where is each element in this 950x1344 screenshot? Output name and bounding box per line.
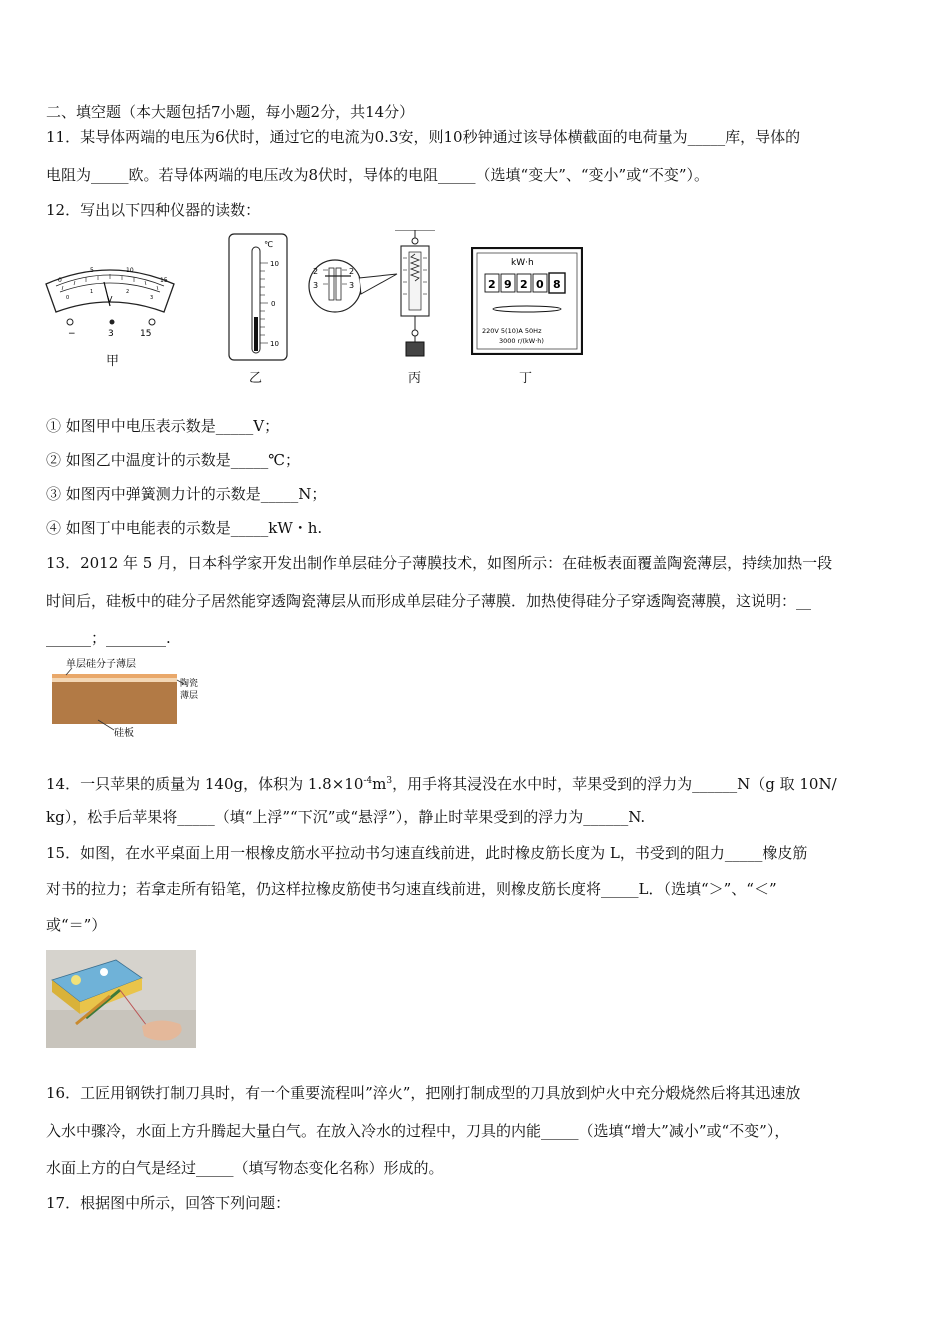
thermometer-tick-10-bottom: 10 bbox=[270, 340, 279, 348]
q17-line-1: 17．根据图中所示，回答下列问题： bbox=[46, 1194, 291, 1212]
q14-line-2: kg），松手后苹果将_____（填“上浮”“下沉”或“悬浮”），静止时苹果受到的浮力为______N. bbox=[46, 808, 646, 826]
thermometer-tick-0: 0 bbox=[271, 300, 276, 308]
energy-meter-digit-3: 2 bbox=[520, 278, 528, 291]
spring-zoom-tick-2-left: 2 bbox=[313, 267, 319, 276]
q11-line-2: 电阻为_____欧。若导体两端的电压改为8伏时，导体的电阻_____（选填“变大”、“变小”或“不变”）。 bbox=[46, 166, 710, 184]
q14-exponent: -4 bbox=[363, 776, 373, 786]
q16-line-3: 水面上方的白气是经过_____（填写物态变化名称）形成的。 bbox=[46, 1159, 444, 1177]
thermometer-figure bbox=[228, 233, 288, 361]
q15-line-1: 15．如图，在水平桌面上用一根橡皮筋水平拉动书匀速直线前进，此时橡皮筋长度为 L，书受到的阻力_____橡皮筋 bbox=[46, 844, 808, 862]
voltmeter-tick-15: 15 bbox=[160, 277, 168, 284]
energy-meter-spec: 220V 5(10)A 50Hz bbox=[482, 327, 542, 335]
q13-line-2: 时间后，硅板中的硅分子居然能穿透陶瓷薄层从而形成单层硅分子薄膜．加热使得硅分子穿透陶瓷薄膜，这说明：__ bbox=[46, 592, 812, 610]
voltmeter-terminal-3: 3 bbox=[108, 329, 114, 339]
thermometer-unit: ℃ bbox=[264, 240, 273, 249]
voltmeter-tick-10: 10 bbox=[126, 267, 134, 274]
energy-meter-digit-2: 9 bbox=[504, 278, 512, 291]
voltmeter-zero-outer: 0 bbox=[58, 277, 62, 284]
q13-line-1: 13．2012 年 5 月，日本科学家开发出制作单层硅分子薄膜技术，如图所示：在硅板表面覆盖陶瓷薄层，持续加热一段 bbox=[46, 554, 833, 572]
silicon-film-layer bbox=[52, 674, 177, 678]
thermometer-mercury bbox=[254, 317, 258, 351]
q12-item-2: ② 如图乙中温度计的示数是_____℃； bbox=[46, 451, 301, 469]
silicon-film-side-label-2: 薄层 bbox=[180, 691, 199, 701]
thermometer-tick-10-top: 10 bbox=[270, 260, 279, 268]
voltmeter-inner-1: 1 bbox=[90, 289, 94, 295]
caption-bing: 丙 bbox=[408, 371, 422, 386]
q11-line-1: 11．某导体两端的电压为6伏时，通过它的电流为0.3安，则10秒钟通过该导体横截面的电荷量为_____库，导体的 bbox=[46, 128, 801, 146]
book-rubber-band-photo bbox=[46, 950, 196, 1048]
energy-meter-digit-4: 0 bbox=[536, 278, 544, 291]
silicon-film-top-label: 单层硅分子薄层 bbox=[66, 659, 136, 670]
spring-zoom-tick-3-right: 3 bbox=[349, 281, 355, 290]
spring-zoom-tick-2-right: 2 bbox=[349, 267, 355, 276]
spring-scale-weight bbox=[406, 342, 424, 356]
energy-meter-drawing bbox=[471, 247, 583, 355]
book-rubber-band-drawing bbox=[46, 950, 196, 1048]
caption-jia: 甲 bbox=[106, 354, 120, 369]
voltmeter-terminal-neg: − bbox=[68, 329, 76, 339]
q15-line-3: 或“＝”） bbox=[46, 916, 107, 934]
silicon-film-side-label-1: 陶瓷 bbox=[180, 679, 199, 689]
energy-meter-figure bbox=[471, 247, 583, 355]
caption-yi: 乙 bbox=[249, 371, 263, 386]
q14-exponent-2: 3 bbox=[386, 776, 393, 786]
q12-item-3: ③ 如图丙中弹簧测力计的示数是_____N； bbox=[46, 485, 327, 503]
ceramic-layer bbox=[52, 678, 177, 682]
q14-line-1a: 14．一只苹果的质量为 140g，体积为 1.8×10 bbox=[46, 775, 364, 793]
energy-meter-unit: kW·h bbox=[511, 258, 534, 268]
voltmeter-inner-0: 0 bbox=[66, 295, 70, 301]
spring-scale-figure bbox=[305, 230, 445, 366]
q13-line-3: ______；________. bbox=[46, 629, 171, 647]
q16-line-1: 16．工匠用钢铁打制刀具时，有一个重要流程叫”淬火”，把刚打制成型的刀具放到炉火中充分煅烧然后将其迅速放 bbox=[46, 1084, 801, 1102]
q12-intro: 12．写出以下四种仪器的读数： bbox=[46, 201, 261, 219]
voltmeter-unit: V bbox=[107, 295, 113, 304]
q12-item-4: ④ 如图丁中电能表的示数是_____kW・h. bbox=[46, 519, 323, 537]
energy-meter-digit-1: 2 bbox=[488, 278, 496, 291]
q14-line-1c: ，用手将其浸没在水中时，苹果受到的浮力为______N（g 取 10N/ bbox=[392, 775, 837, 793]
voltmeter-inner-3: 3 bbox=[150, 295, 154, 301]
caption-ding: 丁 bbox=[519, 371, 533, 386]
voltmeter-terminal-15: 15 bbox=[140, 329, 152, 339]
spring-zoom-tick-3-left: 3 bbox=[313, 281, 319, 290]
q15-line-2: 对书的拉力；若拿走所有铅笔，仍这样拉橡皮筋使书匀速直线前进，则橡皮筋长度将_____L．（选填“＞”、“＜” bbox=[46, 880, 777, 898]
q16-line-2: 入水中骤冷，水面上方升腾起大量白气。在放入冷水的过程中，刀具的内能_____（选填“增大”减小”或“不变”）， bbox=[46, 1122, 790, 1140]
voltmeter-figure bbox=[40, 262, 180, 342]
energy-meter-digit-5: 8 bbox=[553, 278, 561, 291]
voltmeter-inner-2: 2 bbox=[126, 289, 130, 295]
energy-meter-disc bbox=[493, 306, 561, 312]
energy-meter-rate: 3000 r/(kW·h) bbox=[499, 337, 544, 345]
silicon-film-figure bbox=[52, 656, 212, 742]
silicon-film-drawing bbox=[52, 656, 212, 742]
voltmeter-drawing bbox=[40, 262, 180, 342]
section-header: 二、填空题（本大题包括7小题，每小题2分，共14分） bbox=[46, 103, 415, 121]
voltmeter-tick-5: 5 bbox=[90, 267, 94, 274]
thermometer-drawing bbox=[228, 233, 288, 361]
q14-line-1 bbox=[46, 771, 837, 794]
q12-item-1: ① 如图甲中电压表示数是_____V； bbox=[46, 417, 280, 435]
q14-line-1b: m bbox=[372, 775, 387, 793]
silicon-board bbox=[52, 682, 177, 724]
silicon-film-bottom-label: 硅板 bbox=[114, 728, 134, 739]
spring-scale-drawing bbox=[305, 230, 445, 366]
